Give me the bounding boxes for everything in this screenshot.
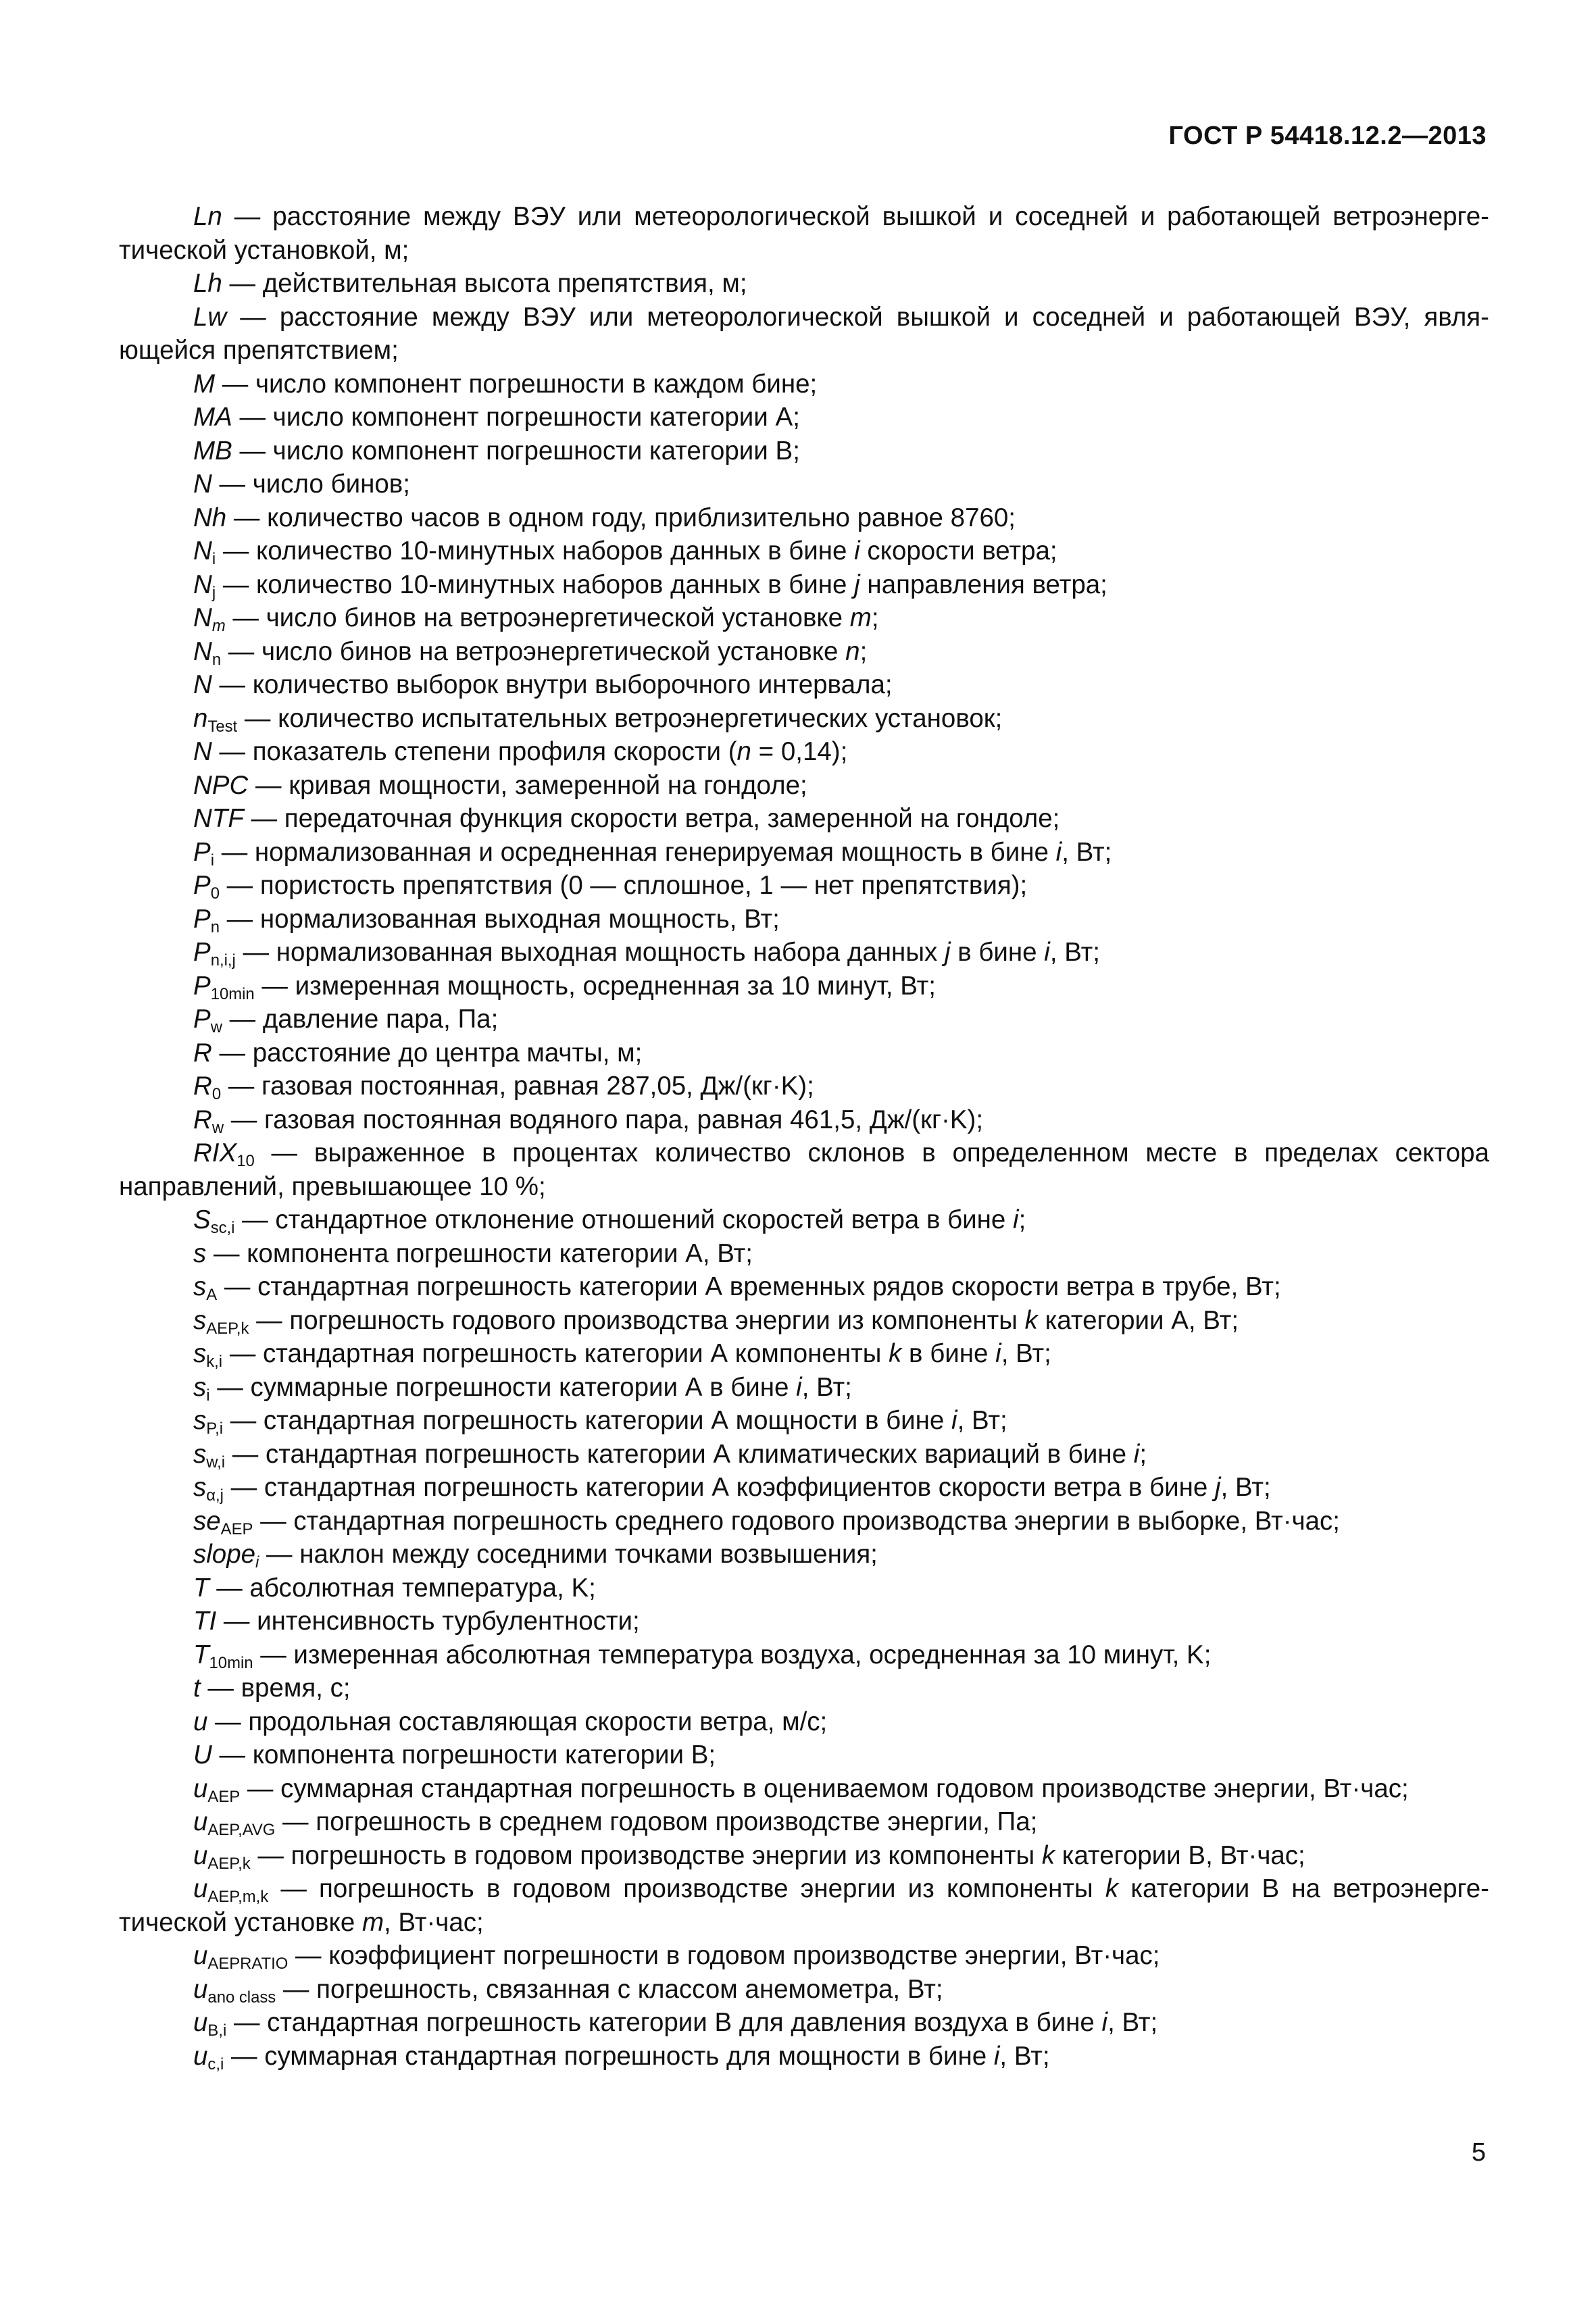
definition-subscript: AEP bbox=[207, 1787, 241, 1806]
definition-item bbox=[119, 1571, 1489, 1605]
definition-text: — погрешность годового производства энергии из компоненты k категории А, Вт; bbox=[249, 1305, 1239, 1335]
definition-item bbox=[119, 1772, 1489, 1806]
definition-symbol: M bbox=[193, 369, 216, 399]
definition-item bbox=[119, 2006, 1489, 2040]
definition-item bbox=[119, 1638, 1489, 1672]
definition-text: — кривая мощности, замеренной на гондоле; bbox=[248, 770, 807, 800]
definition-text: — действительная высота препятствия, м; bbox=[222, 269, 747, 298]
definition-symbol: MB bbox=[193, 436, 232, 466]
definition-text: — погрешность в среднем годовом производстве энергии, Па; bbox=[275, 1807, 1038, 1836]
definition-item bbox=[119, 1671, 1489, 1705]
definition-symbol: s bbox=[193, 1406, 207, 1435]
definition-symbol: s bbox=[193, 1339, 207, 1368]
definition-symbol: RIX bbox=[193, 1138, 237, 1167]
definition-item bbox=[119, 1270, 1489, 1304]
definition-text: — интенсивность турбулентности; bbox=[216, 1607, 640, 1636]
definition-text: — время, с; bbox=[200, 1674, 351, 1703]
definition-symbol: s bbox=[193, 1473, 207, 1502]
definition-symbol: MA bbox=[193, 403, 232, 432]
definition-subscript: AEP,AVG bbox=[207, 1821, 276, 1840]
definition-item bbox=[119, 1304, 1489, 1338]
definition-subscript: AEP bbox=[220, 1519, 253, 1538]
definition-symbol: u bbox=[193, 1941, 208, 1970]
definition-text: — расстояние между ВЭУ или метеорологической вышкой и соседней и работающей ветроэнергетической установкой, м; bbox=[119, 202, 1489, 265]
definition-text: — стандартное отклонение отношений скоростей ветра в бине i; bbox=[234, 1205, 1026, 1234]
definition-subscript: B,i bbox=[207, 2021, 227, 2040]
definition-item bbox=[119, 1605, 1489, 1638]
definition-item bbox=[119, 1103, 1489, 1137]
standard-code-header: ГОСТ Р 54418.12.2—2013 bbox=[1168, 122, 1487, 150]
definition-item bbox=[119, 668, 1489, 702]
definition-symbol: s bbox=[193, 1272, 207, 1301]
definition-subscript: AEP,k bbox=[207, 1854, 251, 1873]
definition-symbol: u bbox=[193, 2008, 208, 2037]
definition-item bbox=[119, 368, 1489, 401]
definition-symbol: T bbox=[193, 1640, 209, 1669]
definition-symbol: N bbox=[193, 470, 212, 499]
definition-subscript: 0 bbox=[210, 884, 220, 903]
definition-item bbox=[119, 1237, 1489, 1271]
definition-text: — стандартная погрешность категории А климатических вариаций в бине i; bbox=[225, 1439, 1147, 1469]
definition-subscript: ano class bbox=[207, 1988, 276, 2007]
definition-symbol: N bbox=[193, 603, 212, 632]
definition-symbol: u bbox=[193, 1874, 208, 1903]
definition-text: — число компонент погрешности категории А; bbox=[232, 403, 800, 432]
definition-subscript: j bbox=[211, 583, 216, 602]
definition-text: — коэффициент погрешности в годовом производстве энергии, Вт·час; bbox=[288, 1941, 1160, 1970]
definition-symbol: u bbox=[193, 1974, 208, 2004]
definition-text: — погрешность в годовом производстве энергии из компоненты k категории В, Вт·час; bbox=[250, 1840, 1305, 1870]
definition-symbol: t bbox=[193, 1674, 201, 1703]
definition-symbol: u bbox=[193, 1707, 208, 1736]
definition-subscript: n,i,j bbox=[210, 951, 236, 970]
definition-subscript: w bbox=[211, 1118, 224, 1137]
definition-symbol: N bbox=[193, 536, 212, 565]
definition-subscript: c,i bbox=[207, 2055, 224, 2073]
definition-symbol: u bbox=[193, 2041, 208, 2071]
definition-text: — измеренная мощность, осредненная за 10 минут, Вт; bbox=[254, 971, 936, 1001]
definition-symbol: se bbox=[193, 1506, 221, 1536]
definition-text: — абсолютная температура, K; bbox=[209, 1573, 596, 1603]
definition-symbol: Lh bbox=[193, 269, 222, 298]
definition-symbol: Nh bbox=[193, 503, 227, 532]
definition-subscript: AEP,m,k bbox=[207, 1888, 269, 1907]
definition-text: — газовая постоянная водяного пара, равная 461,5, Дж/(кг·K); bbox=[224, 1105, 984, 1134]
definition-text: — суммарная стандартная погрешность для мощности в бине i, Вт; bbox=[224, 2041, 1050, 2071]
definition-subscript: Test bbox=[207, 717, 238, 736]
definition-text: — расстояние до центра мачты, м; bbox=[211, 1038, 643, 1067]
definition-symbol: u bbox=[193, 1807, 208, 1836]
definition-text: — наклон между соседними точками возвышения; bbox=[259, 1540, 878, 1569]
definition-subscript: k,i bbox=[206, 1353, 223, 1372]
definition-symbol: R bbox=[193, 1105, 212, 1134]
definition-symbol: N bbox=[193, 570, 212, 599]
definition-subscript: 10min bbox=[209, 1653, 253, 1672]
definition-text: — стандартная погрешность среднего годового производства энергии в выборке, Вт·час; bbox=[253, 1506, 1340, 1536]
definition-subscript: i bbox=[210, 851, 214, 870]
definition-item bbox=[119, 568, 1489, 602]
definition-subscript: i bbox=[255, 1553, 259, 1572]
definition-subscript: α,j bbox=[206, 1486, 224, 1505]
definition-symbol: u bbox=[193, 1774, 208, 1803]
definition-symbol: TI bbox=[193, 1607, 217, 1636]
definition-item bbox=[119, 267, 1489, 301]
definition-item bbox=[119, 1337, 1489, 1371]
definition-text: — число бинов; bbox=[211, 470, 410, 499]
definition-symbol: U bbox=[193, 1740, 212, 1769]
definition-text: — количество 10-минутных наборов данных в бине j направления ветра; bbox=[216, 570, 1107, 599]
definition-symbol: NTF bbox=[193, 804, 244, 833]
definition-item bbox=[119, 1471, 1489, 1505]
definition-text: — стандартная погрешность категории А компоненты k в бине i, Вт; bbox=[222, 1339, 1051, 1368]
definition-item bbox=[119, 468, 1489, 501]
definition-item bbox=[119, 200, 1489, 267]
definition-symbol: n bbox=[193, 703, 208, 733]
definition-subscript: m bbox=[211, 617, 226, 636]
definition-text: — количество испытательных ветроэнергетических установок; bbox=[237, 703, 1003, 733]
definition-item bbox=[119, 1839, 1489, 1873]
definition-item bbox=[119, 434, 1489, 468]
definition-symbol: N bbox=[193, 636, 212, 666]
definition-text: — газовая постоянная, равная 287,05, Дж/(кг·K); bbox=[221, 1072, 814, 1101]
definition-subscript: sc,i bbox=[210, 1219, 235, 1238]
definition-symbol: Ln bbox=[193, 202, 222, 231]
definition-text: — число компонент погрешности категории В; bbox=[232, 436, 800, 466]
definition-item bbox=[119, 401, 1489, 434]
definition-item bbox=[119, 970, 1489, 1003]
definition-text: — измеренная абсолютная температура воздуха, осредненная за 10 минут, K; bbox=[253, 1640, 1212, 1669]
definition-item bbox=[119, 936, 1489, 970]
definition-symbol: P bbox=[193, 971, 211, 1001]
definition-text: — погрешность, связанная с классом анемометра, Вт; bbox=[276, 1974, 943, 2004]
definition-item bbox=[119, 1738, 1489, 1772]
definition-symbol: P bbox=[193, 837, 211, 867]
definition-text: — нормализованная выходная мощность, Вт; bbox=[219, 904, 780, 934]
definition-text: — количество часов в одном году, приблизительно равное 8760; bbox=[226, 503, 1016, 532]
definition-subscript: 10min bbox=[210, 984, 255, 1003]
definition-text: — стандартная погрешность категории А мощности в бине i, Вт; bbox=[223, 1406, 1007, 1435]
definition-symbol: P bbox=[193, 1005, 211, 1034]
definition-text: — стандартная погрешность категории В для давления воздуха в бине i, Вт; bbox=[226, 2008, 1158, 2037]
definition-subscript: 0 bbox=[211, 1085, 222, 1104]
definition-subscript: AEP,k bbox=[206, 1319, 249, 1338]
definition-subscript: w,i bbox=[206, 1453, 226, 1472]
definition-item bbox=[119, 1203, 1489, 1237]
definition-item bbox=[119, 1939, 1489, 1973]
definition-symbol: s bbox=[193, 1439, 207, 1469]
definition-item bbox=[119, 1538, 1489, 1571]
definition-symbol: P bbox=[193, 904, 211, 934]
definition-item bbox=[119, 1003, 1489, 1036]
definition-symbol: P bbox=[193, 871, 211, 900]
definition-subscript: n bbox=[211, 650, 222, 669]
definition-item bbox=[119, 702, 1489, 736]
definition-item bbox=[119, 1371, 1489, 1405]
definition-subscript: n bbox=[210, 917, 220, 936]
definition-item bbox=[119, 836, 1489, 870]
definition-symbol: slope bbox=[193, 1540, 256, 1569]
definition-item bbox=[119, 1036, 1489, 1070]
definition-item bbox=[119, 735, 1489, 769]
definition-text: — нормализованная и осредненная генерируемая мощность в бине i, Вт; bbox=[214, 837, 1112, 867]
definition-symbol: NPC bbox=[193, 770, 249, 800]
definition-item bbox=[119, 869, 1489, 903]
definition-subscript: i bbox=[206, 1386, 210, 1405]
definition-text: — суммарная стандартная погрешность в оцениваемом годовом производстве энергии, Вт·час; bbox=[240, 1774, 1409, 1803]
definition-item bbox=[119, 1404, 1489, 1438]
definition-item bbox=[119, 501, 1489, 535]
definition-text: — пористость препятствия (0 — сплошное, 1 — нет препятствия); bbox=[219, 871, 1028, 900]
definition-item bbox=[119, 635, 1489, 669]
definition-item bbox=[119, 1505, 1489, 1538]
definition-text: — продольная составляющая скорости ветра, м/с; bbox=[207, 1707, 828, 1736]
definition-text: — компонента погрешности категории В; bbox=[211, 1740, 716, 1769]
definition-text: — давление пара, Па; bbox=[222, 1005, 499, 1034]
definition-item bbox=[119, 301, 1489, 368]
definition-item bbox=[119, 2040, 1489, 2073]
definition-text: — расстояние между ВЭУ или метеорологической вышкой и соседней и работающей ВЭУ, являющейся препятствием; bbox=[119, 302, 1489, 365]
definition-symbol: N bbox=[193, 737, 212, 766]
definition-text: — стандартная погрешность категории А временных рядов скорости ветра в трубе, Вт; bbox=[217, 1272, 1281, 1301]
symbol-definitions-list bbox=[119, 200, 1489, 2073]
definition-symbol: R bbox=[193, 1072, 212, 1101]
definition-item bbox=[119, 802, 1489, 836]
definition-subscript: A bbox=[206, 1286, 218, 1305]
definition-item bbox=[119, 1872, 1489, 1939]
definition-item bbox=[119, 1070, 1489, 1103]
definition-item bbox=[119, 1805, 1489, 1839]
definition-symbol: Lw bbox=[193, 302, 227, 332]
definition-symbol: T bbox=[193, 1573, 209, 1603]
definition-text: — компонента погрешности категории А, Вт; bbox=[206, 1238, 753, 1268]
definition-text: — число бинов на ветроэнергетической установке n; bbox=[221, 636, 868, 666]
definition-symbol: u bbox=[193, 1840, 208, 1870]
definition-subscript: w bbox=[210, 1018, 222, 1037]
definition-text: — показатель степени профиля скорости (n = 0,14); bbox=[211, 737, 848, 766]
definition-subscript: AEPRATIO bbox=[207, 1955, 289, 1973]
definition-symbol: S bbox=[193, 1205, 211, 1234]
definition-text: — нормализованная выходная мощность набора данных j в бине i, Вт; bbox=[235, 938, 1100, 967]
definition-item bbox=[119, 1973, 1489, 2007]
definition-text: — передаточная функция скорости ветра, замеренной на гондоле; bbox=[243, 804, 1060, 833]
definition-text: — погрешность в годовом производстве энергии из компоненты k категории В на ветроэнергетической установке m, Вт·час; bbox=[119, 1874, 1489, 1937]
definition-subscript: P,i bbox=[206, 1419, 224, 1438]
definition-item bbox=[119, 903, 1489, 936]
definition-subscript: i bbox=[211, 550, 216, 569]
definition-item bbox=[119, 1705, 1489, 1739]
definition-text: — количество выборок внутри выборочного интервала; bbox=[211, 670, 893, 699]
definition-text: — выраженное в процентах количество склонов в определенном месте в пределах сектора направлений, превышающее 10 %; bbox=[119, 1138, 1489, 1201]
definition-text: — количество 10-минутных наборов данных в бине i скорости ветра; bbox=[216, 536, 1057, 565]
definition-item bbox=[119, 534, 1489, 568]
definition-item bbox=[119, 1136, 1489, 1203]
definition-item bbox=[119, 769, 1489, 803]
definition-text: — число компонент погрешности в каждом бине; bbox=[215, 369, 818, 399]
definition-text: — стандартная погрешность категории А коэффициентов скорости ветра в бине j, Вт; bbox=[223, 1473, 1271, 1502]
definition-text: — число бинов на ветроэнергетической установке m; bbox=[225, 603, 879, 632]
definition-item bbox=[119, 1438, 1489, 1472]
definition-symbol: s bbox=[193, 1372, 207, 1402]
definition-symbol: s bbox=[193, 1238, 207, 1268]
page-number: 5 bbox=[1471, 2138, 1486, 2167]
definition-symbol: P bbox=[193, 938, 211, 967]
definition-symbol: s bbox=[193, 1305, 207, 1335]
definition-item bbox=[119, 601, 1489, 635]
definition-symbol: R bbox=[193, 1038, 212, 1067]
definition-text: — суммарные погрешности категории А в бине i, Вт; bbox=[209, 1372, 852, 1402]
definition-symbol: N bbox=[193, 670, 212, 699]
definition-subscript: 10 bbox=[236, 1152, 255, 1171]
